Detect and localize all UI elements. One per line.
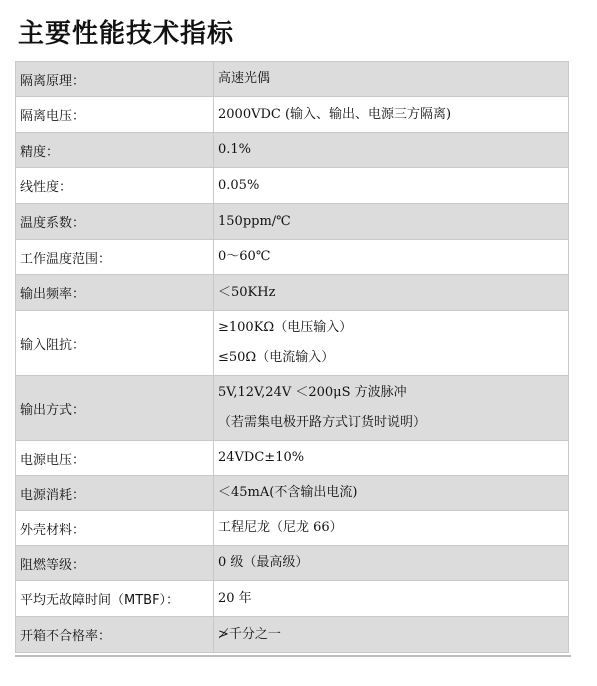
row-value [214, 511, 569, 546]
row-value [214, 204, 569, 240]
page-title: 主要性能技术指标 [18, 19, 235, 49]
value-line: 0～60℃ [218, 249, 271, 264]
table-row [16, 476, 569, 511]
spec-table [15, 61, 569, 653]
row-label: 开箱不合格率： [16, 617, 214, 653]
table-row [16, 511, 569, 546]
row-value [214, 97, 569, 133]
value-line: 0 级（最高级） [218, 555, 309, 570]
row-label: 平均无故障时间（MTBF）： [16, 581, 214, 617]
row-label: 阻燃等级： [16, 546, 214, 581]
row-label: 输出方式： [16, 376, 214, 441]
value-line: ≯千分之一 [218, 626, 281, 642]
row-value [214, 168, 569, 204]
value-line: 20 年 [218, 590, 252, 606]
row-value [214, 617, 569, 653]
row-value [214, 546, 569, 581]
row-label: 隔离电压： [16, 97, 214, 133]
value-line: 2000VDC (输入、输出、电源三方隔离) [218, 106, 452, 122]
row-label: 隔离原理： [16, 62, 214, 97]
table-row [16, 133, 569, 168]
table-row [16, 62, 569, 97]
row-value [214, 133, 569, 168]
row-value [214, 441, 569, 476]
table-row [16, 97, 569, 133]
row-value [214, 62, 569, 97]
table-row [16, 617, 569, 653]
value-line: 0.1% [218, 142, 252, 157]
value-line: ＜45mA(不含输出电流) [218, 485, 358, 500]
row-label: 温度系数： [16, 204, 214, 240]
row-value [214, 476, 569, 511]
row-value [214, 376, 569, 441]
value-line: 150ppm/℃ [218, 213, 291, 229]
value-line: 高速光偶 [218, 71, 271, 86]
value-line: ＜50KHz [218, 284, 276, 300]
table-row [16, 275, 569, 311]
table-row [16, 546, 569, 581]
value-line: 5V,12V,24V ＜200μS 方波脉冲 [218, 385, 407, 400]
value-line: ≥100KΩ（电压输入） [218, 320, 353, 335]
value-line: 24VDC±10% [218, 450, 305, 465]
table-row [16, 168, 569, 204]
row-label: 工作温度范围： [16, 240, 214, 275]
row-label: 输出频率： [16, 275, 214, 311]
table-row [16, 581, 569, 617]
table-row [16, 311, 569, 376]
table-row [16, 376, 569, 441]
table-row [16, 204, 569, 240]
row-value [214, 581, 569, 617]
table-bottom-shadow [15, 655, 571, 657]
table-row [16, 240, 569, 275]
row-label: 线性度： [16, 168, 214, 204]
row-label: 输入阻抗： [16, 311, 214, 376]
table-row [16, 441, 569, 476]
row-value [214, 275, 569, 311]
row-label: 电源消耗： [16, 476, 214, 511]
value-line: 工程尼龙（尼龙 66） [218, 520, 343, 535]
value-line: 0.05% [218, 177, 260, 193]
value-line: （若需集电极开路方式订货时说明） [218, 415, 427, 430]
row-value [214, 311, 569, 376]
row-label: 外壳材料： [16, 511, 214, 546]
value-line: ≤50Ω（电流输入） [218, 350, 335, 365]
row-label: 电源电压： [16, 441, 214, 476]
row-label: 精度： [16, 133, 214, 168]
row-value [214, 240, 569, 275]
